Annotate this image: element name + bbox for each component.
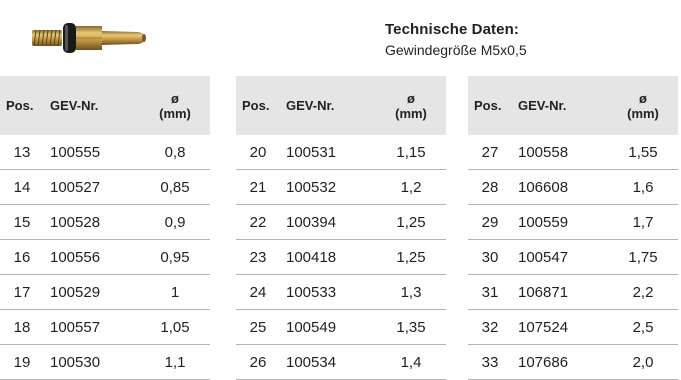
cell-gev: 100547 [512, 240, 608, 275]
cell-gev: 100555 [44, 135, 140, 170]
cell-diameter: 1,3 [376, 275, 446, 310]
table-row [468, 345, 678, 380]
cell-diameter: 1,7 [608, 205, 678, 240]
table-row [468, 310, 678, 345]
cell-diameter: 1,2 [376, 170, 446, 205]
cell-pos: 32 [468, 310, 512, 345]
col-header-pos: Pos. [0, 76, 44, 135]
col-header-gev [512, 76, 608, 135]
cell-gev: 100528 [44, 205, 140, 240]
cell-diameter: 2,2 [608, 275, 678, 310]
table-row [236, 240, 446, 275]
cell-pos: 20 [236, 135, 280, 170]
col-header-pos: Pos. [468, 76, 512, 135]
cell-gev: 100557 [44, 310, 140, 345]
cell-pos: 23 [236, 240, 280, 275]
table-row [468, 135, 678, 170]
cell-pos: 31 [468, 275, 512, 310]
table-row [236, 275, 446, 310]
col-header-diameter [608, 76, 678, 135]
cell-pos: 27 [468, 135, 512, 170]
cell-gev: 100530 [44, 345, 140, 380]
cell-gev: 100529 [44, 275, 140, 310]
nozzle-table-2 [236, 76, 446, 380]
table-row [0, 135, 210, 170]
cell-gev: 100549 [280, 310, 376, 345]
col-header-gev [44, 76, 140, 135]
table-row [0, 310, 210, 345]
nozzle-table-1 [0, 76, 210, 380]
cell-diameter: 1,75 [608, 240, 678, 275]
tech-data-title: Technische Daten: [385, 21, 519, 38]
cell-pos: 16 [0, 240, 44, 275]
table-row [236, 135, 446, 170]
cell-diameter: 0,95 [140, 240, 210, 275]
cell-diameter: 0,8 [140, 135, 210, 170]
cell-diameter: 0,85 [140, 170, 210, 205]
col-header-gev-label: GEV-Nr. [50, 98, 99, 113]
cell-pos: 28 [468, 170, 512, 205]
cell-diameter: 1,1 [140, 345, 210, 380]
cell-pos: 19 [0, 345, 44, 380]
cell-gev: 100534 [280, 345, 376, 380]
col-header-diameter [376, 76, 446, 135]
table-row [236, 205, 446, 240]
table-row [468, 240, 678, 275]
cell-pos: 33 [468, 345, 512, 380]
diameter-symbol: ø [171, 90, 179, 106]
cell-pos: 26 [236, 345, 280, 380]
table-row [0, 170, 210, 205]
cell-pos: 30 [468, 240, 512, 275]
cell-diameter: 1,35 [376, 310, 446, 345]
diameter-symbol: ø [407, 90, 415, 106]
brass-nozzle-image [30, 21, 148, 55]
table-row [236, 170, 446, 205]
cell-gev: 100394 [280, 205, 376, 240]
header [0, 0, 681, 76]
diameter-symbol: ø [639, 90, 647, 106]
cell-diameter: 0,9 [140, 205, 210, 240]
col-header-gev-label: GEV-Nr. [518, 98, 567, 113]
cell-gev: 107686 [512, 345, 608, 380]
cell-pos: 17 [0, 275, 44, 310]
table-row [468, 205, 678, 240]
diameter-unit: (mm) [627, 105, 659, 121]
table-row [0, 205, 210, 240]
table-header-row [0, 76, 210, 135]
cell-pos: 15 [0, 205, 44, 240]
cell-gev: 106608 [512, 170, 608, 205]
thread-size-subtitle: Gewindegröße M5x0,5 [385, 42, 527, 58]
cell-diameter: 1,25 [376, 240, 446, 275]
cell-pos: 13 [0, 135, 44, 170]
cell-diameter: 1,55 [608, 135, 678, 170]
cell-diameter: 1,6 [608, 170, 678, 205]
cell-diameter: 2,0 [608, 345, 678, 380]
cell-pos: 18 [0, 310, 44, 345]
cell-gev: 100527 [44, 170, 140, 205]
cell-diameter: 1,4 [376, 345, 446, 380]
cell-gev: 100559 [512, 205, 608, 240]
nozzle-table-3 [468, 76, 678, 380]
table-header-row [468, 76, 678, 135]
cell-gev: 107524 [512, 310, 608, 345]
cell-pos: 29 [468, 205, 512, 240]
table-row [236, 345, 446, 380]
cell-diameter: 1 [140, 275, 210, 310]
table-row [236, 310, 446, 345]
table-row [468, 275, 678, 310]
cell-gev: 100531 [280, 135, 376, 170]
cell-gev: 100558 [512, 135, 608, 170]
table-header-row [236, 76, 446, 135]
cell-gev: 100418 [280, 240, 376, 275]
cell-diameter: 1,05 [140, 310, 210, 345]
cell-gev: 100533 [280, 275, 376, 310]
table-row [0, 345, 210, 380]
cell-pos: 22 [236, 205, 280, 240]
table-row [0, 240, 210, 275]
cell-diameter: 2,5 [608, 310, 678, 345]
cell-pos: 14 [0, 170, 44, 205]
table-row [0, 275, 210, 310]
cell-diameter: 1,25 [376, 205, 446, 240]
diameter-unit: (mm) [159, 105, 191, 121]
cell-diameter: 1,15 [376, 135, 446, 170]
cell-gev: 100556 [44, 240, 140, 275]
col-header-gev [280, 76, 376, 135]
cell-gev: 100532 [280, 170, 376, 205]
col-header-diameter [140, 76, 210, 135]
cell-gev: 106871 [512, 275, 608, 310]
cell-pos: 21 [236, 170, 280, 205]
cell-pos: 24 [236, 275, 280, 310]
diameter-unit: (mm) [395, 105, 427, 121]
col-header-pos: Pos. [236, 76, 280, 135]
col-header-gev-label: GEV-Nr. [286, 98, 335, 113]
cell-pos: 25 [236, 310, 280, 345]
table-row [468, 170, 678, 205]
